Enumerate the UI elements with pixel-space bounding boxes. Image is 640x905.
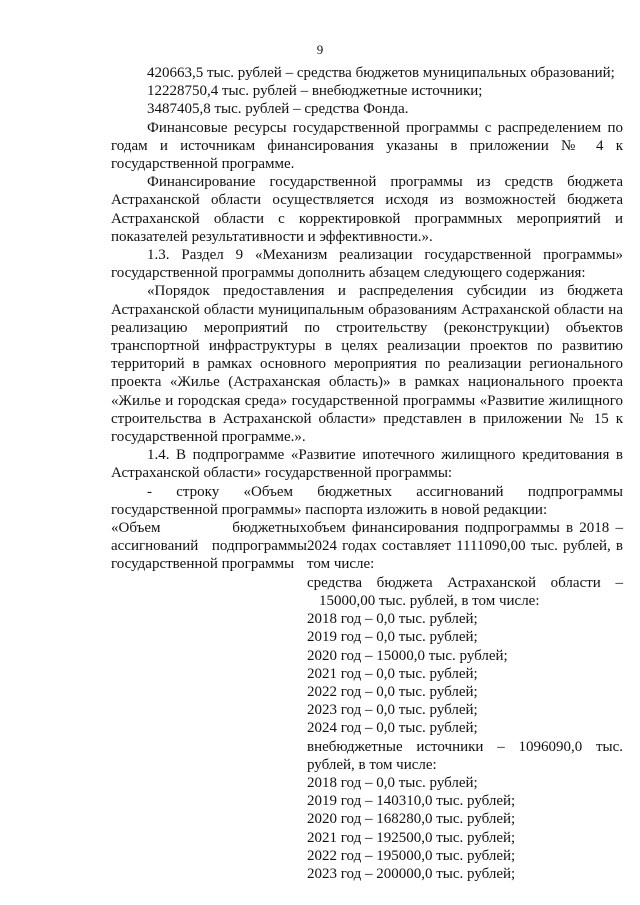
paragraph-passport-row: - строку «Объем бюджетных ассигнований подпрограммы государственной программы» паспорта изложить в новой редакции: (111, 483, 623, 518)
year-funding-line: 2021 год – 0,0 тыс. рублей; (307, 665, 478, 682)
page-number: 9 (316, 42, 324, 57)
year-funding-line: 2021 год – 192500,0 тыс. рублей; (307, 829, 516, 846)
funding-line-extrabudget: 12228750,4 тыс. рублей – внебюджетные источники; (147, 83, 483, 100)
funding-line-fund: 3487405,8 тыс. рублей – средства Фонда. (147, 101, 409, 118)
year-funding-line: 2022 год – 0,0 тыс. рублей; (307, 683, 478, 700)
year-funding-line: 2023 год – 0,0 тыс. рублей; (307, 702, 478, 719)
paragraph-section-9: 1.3. Раздел 9 «Механизм реализации государственной программы» государственной программы дополнить абзацем следующего содержания: (111, 247, 623, 282)
passport-row-label: «Объем бюджетных ассигнований подпрограммы государственной программы (111, 520, 307, 573)
paragraph-financial-resources: Финансовые ресурсы государственной программы с распределением по годам и источникам финансирования указаны в приложении № 4 к государственной программе. (111, 119, 623, 173)
document-body (111, 64, 623, 883)
year-funding-line: 2024 год – 0,0 тыс. рублей; (307, 720, 478, 737)
year-funding-line: 2018 год – 0,0 тыс. рублей; (307, 611, 478, 628)
year-funding-line: 2018 год – 0,0 тыс. рублей; (307, 774, 478, 791)
passport-table-row (111, 519, 623, 883)
paragraph-subprogram: 1.4. В подпрограмме «Развитие ипотечного жилищного кредитования в Астраханской области» государственной программы: (111, 447, 623, 482)
year-funding-line: 2020 год – 168280,0 тыс. рублей; (307, 811, 516, 828)
paragraph-financing-budget: Финансирование государственной программы из средств бюджета Астраханской области осуществляется исходя из возможностей бюджета Астраханской области с корректировкой программных мероприятий и показателей результативности и эффективности.». (111, 174, 623, 245)
year-funding-line: 2019 год – 140310,0 тыс. рублей; (307, 793, 516, 810)
paragraph-subsidy-procedure: «Порядок предоставления и распределения субсидии из бюджета Астраханской области муниципальным образованиям Астраханской области на реализацию мероприятий по строительству (реконструкции) объектов транспортной инфраструктуры в целях реализации проектов по развитию территорий в рамках основного мероприятия по реализации регионального проекта «Жилье (Астраханская область)» в рамках национального проекта «Жилье и городская среда» государственной программы «Развитие жилищного строительства в Астраханской области» представлен в приложении № 15 к государственной программе.». (111, 283, 623, 446)
extrabudget-years (307, 774, 623, 883)
year-funding-line: 2019 год – 0,0 тыс. рублей; (307, 629, 478, 646)
year-funding-line: 2023 год – 200000,0 тыс. рублей; (307, 865, 516, 882)
funding-line-municipal: 420663,5 тыс. рублей – средства бюджетов муниципальных образований; (147, 65, 615, 81)
passport-row-value (307, 519, 623, 883)
year-funding-line: 2022 год – 195000,0 тыс. рублей; (307, 847, 516, 864)
extrabudget-text: внебюджетные источники – 1096090,0 тыс. рублей, в том числе: (307, 738, 623, 773)
regional-budget-years (307, 610, 623, 737)
regional-budget-text: средства бюджета Астраханской области – 15000,00 тыс. рублей, в том числе: (307, 574, 623, 609)
total-funding-text: объем финансирования подпрограммы в 2018 – 2024 годах составляет 1111090,00 тыс. рублей, в том числе: (307, 520, 623, 573)
year-funding-line: 2020 год – 15000,0 тыс. рублей; (307, 647, 508, 664)
